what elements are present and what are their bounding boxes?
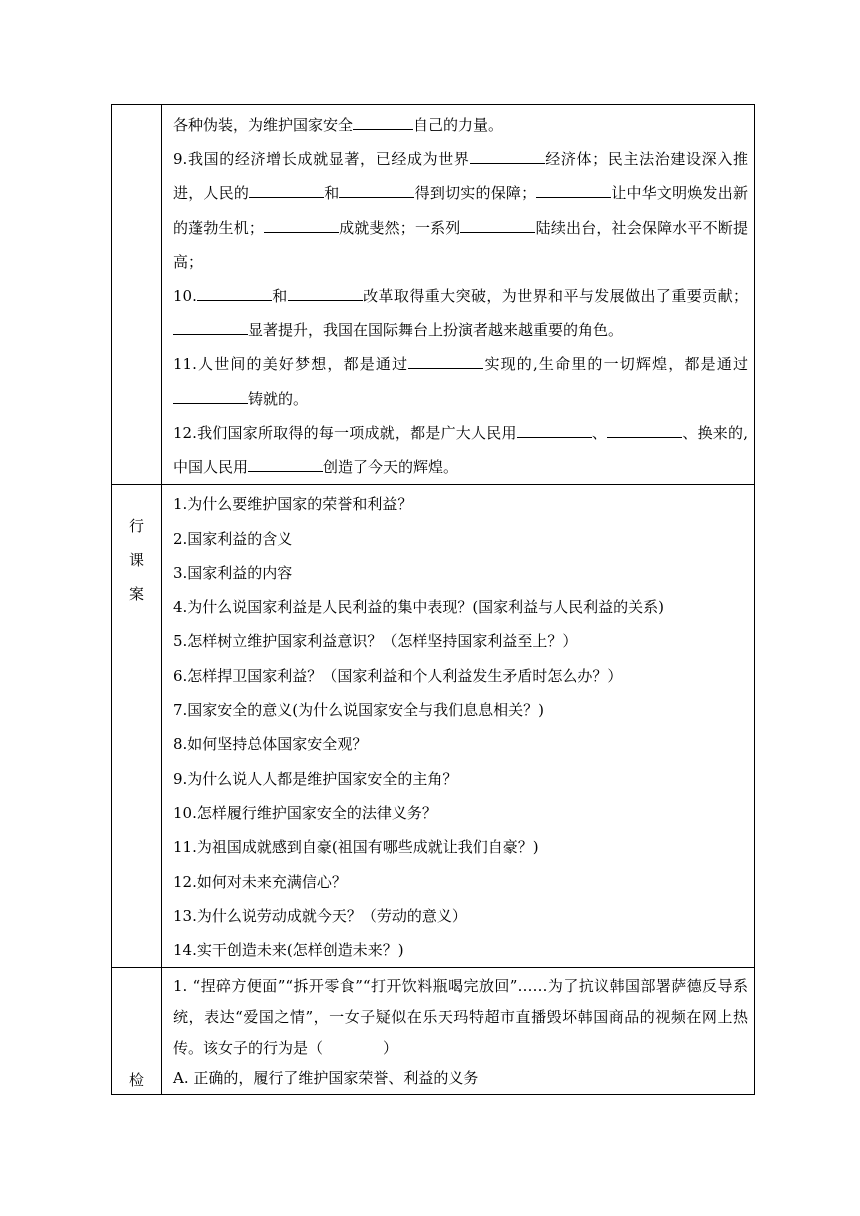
list-item: 1.为什么要维护国家的荣誉和利益？ — [173, 495, 413, 514]
list-item: 2.国家利益的含义 — [173, 529, 293, 548]
text: 显著提升，我国在国际舞台上扮演者越来越重要的角色。 — [248, 321, 624, 340]
list-item: 3.国家利益的内容 — [173, 563, 293, 582]
question-12 — [173, 416, 748, 484]
fill-blank[interactable] — [607, 436, 682, 438]
row-label-check — [112, 968, 162, 1094]
question-10 — [173, 279, 748, 347]
text: 陆续出台，社会保障水平不断提高； — [173, 218, 748, 271]
text: 11.人世间的美好梦想，都是通过 — [173, 355, 409, 374]
list-item: 8.如何坚持总体国家安全观？ — [173, 735, 368, 754]
fill-blank[interactable] — [536, 196, 611, 198]
fill-blank[interactable] — [197, 299, 272, 301]
text: 成就斐然；一系列 — [338, 218, 461, 237]
fill-blank[interactable] — [470, 162, 545, 164]
fill-blank[interactable] — [517, 436, 592, 438]
text: 各种伪装，为维护国家安全 — [173, 116, 354, 134]
text: 和 — [324, 184, 340, 203]
list-item: 4.为什么说国家利益是人民利益的集中表现？(国家利益与人民利益的关系) — [173, 598, 665, 617]
text: ） — [383, 1038, 399, 1057]
text: 自己的力量。 — [413, 116, 504, 134]
label-char: 行 — [128, 517, 144, 536]
text: 和 — [271, 287, 288, 306]
list-item: 10.怎样履行维护国家安全的法律义务？ — [173, 803, 437, 822]
text: 、 — [591, 423, 608, 442]
list-item: 12.如何对未来充满信心？ — [173, 872, 347, 891]
text: 10. — [173, 287, 197, 306]
text: 、换来的,中国人民用 — [173, 423, 748, 477]
fill-blank[interactable] — [339, 196, 414, 198]
text: 12.我们国家所取得的每一项成就，都是广大人民用 — [173, 423, 517, 442]
question-1 — [173, 971, 748, 1063]
label-char: 课 — [128, 551, 144, 570]
label-char: 检 — [128, 1070, 144, 1089]
question-9 — [173, 142, 748, 279]
fill-blank[interactable] — [408, 367, 483, 369]
list-item: 11.为祖国成就感到自豪(祖国有哪些成就让我们自豪？) — [173, 838, 539, 857]
table-row-check — [112, 968, 755, 1094]
text: 9.我国的经济增长成就显著，已经成为世界 — [173, 150, 470, 169]
list-item: 7.国家安全的意义(为什么说国家安全与我们息息相关？) — [173, 701, 545, 720]
fill-blank[interactable] — [264, 231, 339, 233]
text: 让中华文明焕发出新的蓬勃生机； — [173, 184, 748, 237]
lesson-plan-table — [111, 104, 755, 1095]
table-row-review — [112, 105, 755, 485]
list-item: 9.为什么说人人都是维护国家安全的主角？ — [173, 769, 458, 788]
row-label-lesson — [112, 485, 162, 968]
continued-line — [173, 108, 748, 142]
fill-blank[interactable] — [248, 470, 323, 472]
row-label-empty — [112, 105, 162, 485]
text: 实现的,生命里的一切辉煌，都是通过 — [483, 355, 748, 374]
text: 经济体；民主法治建设深入推进，人民的 — [173, 150, 748, 203]
text: 创造了今天的辉煌。 — [323, 458, 459, 477]
fill-blank[interactable] — [460, 231, 535, 233]
review-content — [162, 105, 755, 485]
question-11 — [173, 347, 748, 415]
table-row-lesson — [112, 485, 755, 968]
check-content — [162, 968, 755, 1094]
text: 1. “捏碎方便面”“拆开零食”“打开饮料瓶喝完放回”……为了抗议韩国部署萨德反导系统，表达“爱国之情”，一女子疑似在乐天玛特超市直播毁坏韩国商品的视频在网上热传。该女子的行为是（ — [173, 977, 748, 1057]
lesson-content — [162, 485, 755, 968]
text: 铸就的。 — [248, 389, 309, 408]
fill-blank[interactable] — [288, 299, 363, 301]
list-item: 13.为什么说劳动成就今天？（劳动的意义） — [173, 906, 467, 925]
fill-blank[interactable] — [353, 128, 413, 130]
label-char: 案 — [128, 585, 144, 604]
list-item: 5.怎样树立维护国家利益意识？（怎样坚持国家利益至上？） — [173, 632, 578, 651]
list-item: 14.实干创造未来(怎样创造未来？) — [173, 941, 404, 960]
fill-blank[interactable] — [173, 333, 248, 335]
list-item: 6.怎样捍卫国家利益？（国家利益和个人利益发生矛盾时怎么办？） — [173, 666, 623, 685]
fill-blank[interactable] — [173, 402, 248, 404]
option-a: A. 正确的，履行了维护国家荣誉、利益的义务 — [173, 1069, 479, 1088]
text: 得到切实的保障； — [414, 184, 537, 203]
text: 改革取得重大突破，为世界和平与发展做出了重要贡献； — [362, 287, 748, 306]
fill-blank[interactable] — [249, 196, 324, 198]
